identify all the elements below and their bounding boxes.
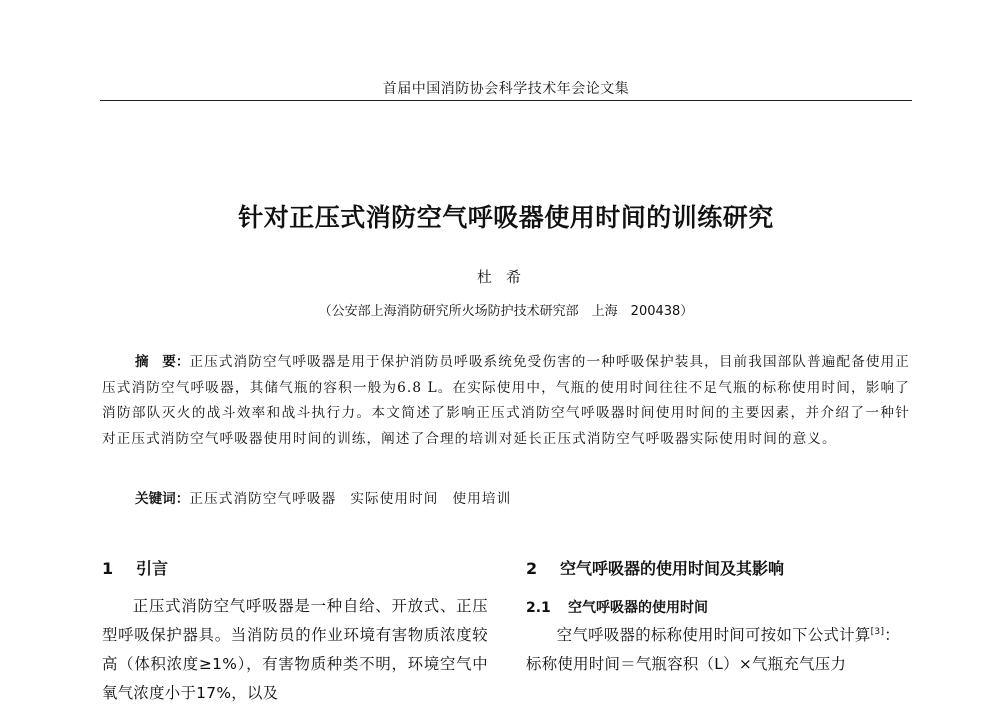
section-title: 引言 bbox=[136, 559, 169, 578]
section-2-text-end: ： bbox=[884, 626, 900, 644]
subsection-title: 空气呼吸器的使用时间 bbox=[568, 600, 708, 616]
abstract-label: 摘 要： bbox=[135, 354, 190, 370]
keyword: 使用培训 bbox=[452, 491, 512, 507]
section-number: 2 bbox=[526, 559, 538, 578]
section-2-next-line: 标称使用时间＝气瓶容积（L）×气瓶充气压力 bbox=[526, 655, 847, 673]
section-2-text: 空气呼吸器的标称使用时间可按如下公式计算 bbox=[556, 626, 871, 644]
running-header: 首届中国消防协会科学技术年会论文集 bbox=[382, 81, 630, 97]
section-2-body bbox=[526, 621, 912, 685]
section-2-heading bbox=[526, 556, 784, 579]
keywords bbox=[102, 487, 910, 507]
subsection-2-1-heading bbox=[526, 597, 708, 617]
citation: [3] bbox=[870, 626, 885, 637]
section-title: 空气呼吸器的使用时间及其影响 bbox=[560, 559, 785, 578]
section-1-heading bbox=[102, 556, 168, 579]
keywords-label: 关键词： bbox=[135, 491, 190, 507]
keyword: 实际使用时间 bbox=[350, 491, 439, 507]
author: 杜希 bbox=[476, 268, 535, 286]
abstract bbox=[102, 350, 910, 452]
affiliation: （公安部上海消防研究所火场防护技术研究部 上海 200438） bbox=[318, 304, 694, 319]
paper-title: 针对正压式消防空气呼吸器使用时间的训练研究 bbox=[238, 203, 774, 232]
keyword: 正压式消防空气呼吸器 bbox=[189, 491, 337, 507]
abstract-text: 正压式消防空气呼吸器是用于保护消防员呼吸系统免受伤害的一种呼吸保护装具，目前我国部队普遍配备使用正压式消防空气呼吸器，其储气瓶的容积一般为6.8 L。在实际使用中，气瓶的使用时间往往不足气瓶的标称使用时间，影响了消防部队灭火的战斗效率和战斗执行力。本文简述了影响正压式消防空气呼吸器时间使用时间的主要因素，并介绍了一种针对正压式消防空气呼吸器使用时间的训练，阐述了合理的培训对延长正压式消防空气呼吸器实际使用时间的意义。 bbox=[102, 354, 911, 447]
section-1-body: 正压式消防空气呼吸器是一种自给、开放式、正压型呼吸保护器具。当消防员的作业环境有害物质浓度较高（体积浓度≥1%），有害物质种类不明，环境空气中氧气浓度小于17%，以及 bbox=[102, 597, 488, 702]
subsection-number: 2.1 bbox=[526, 600, 551, 616]
section-number: 1 bbox=[102, 559, 114, 578]
header-rule bbox=[100, 100, 912, 101]
